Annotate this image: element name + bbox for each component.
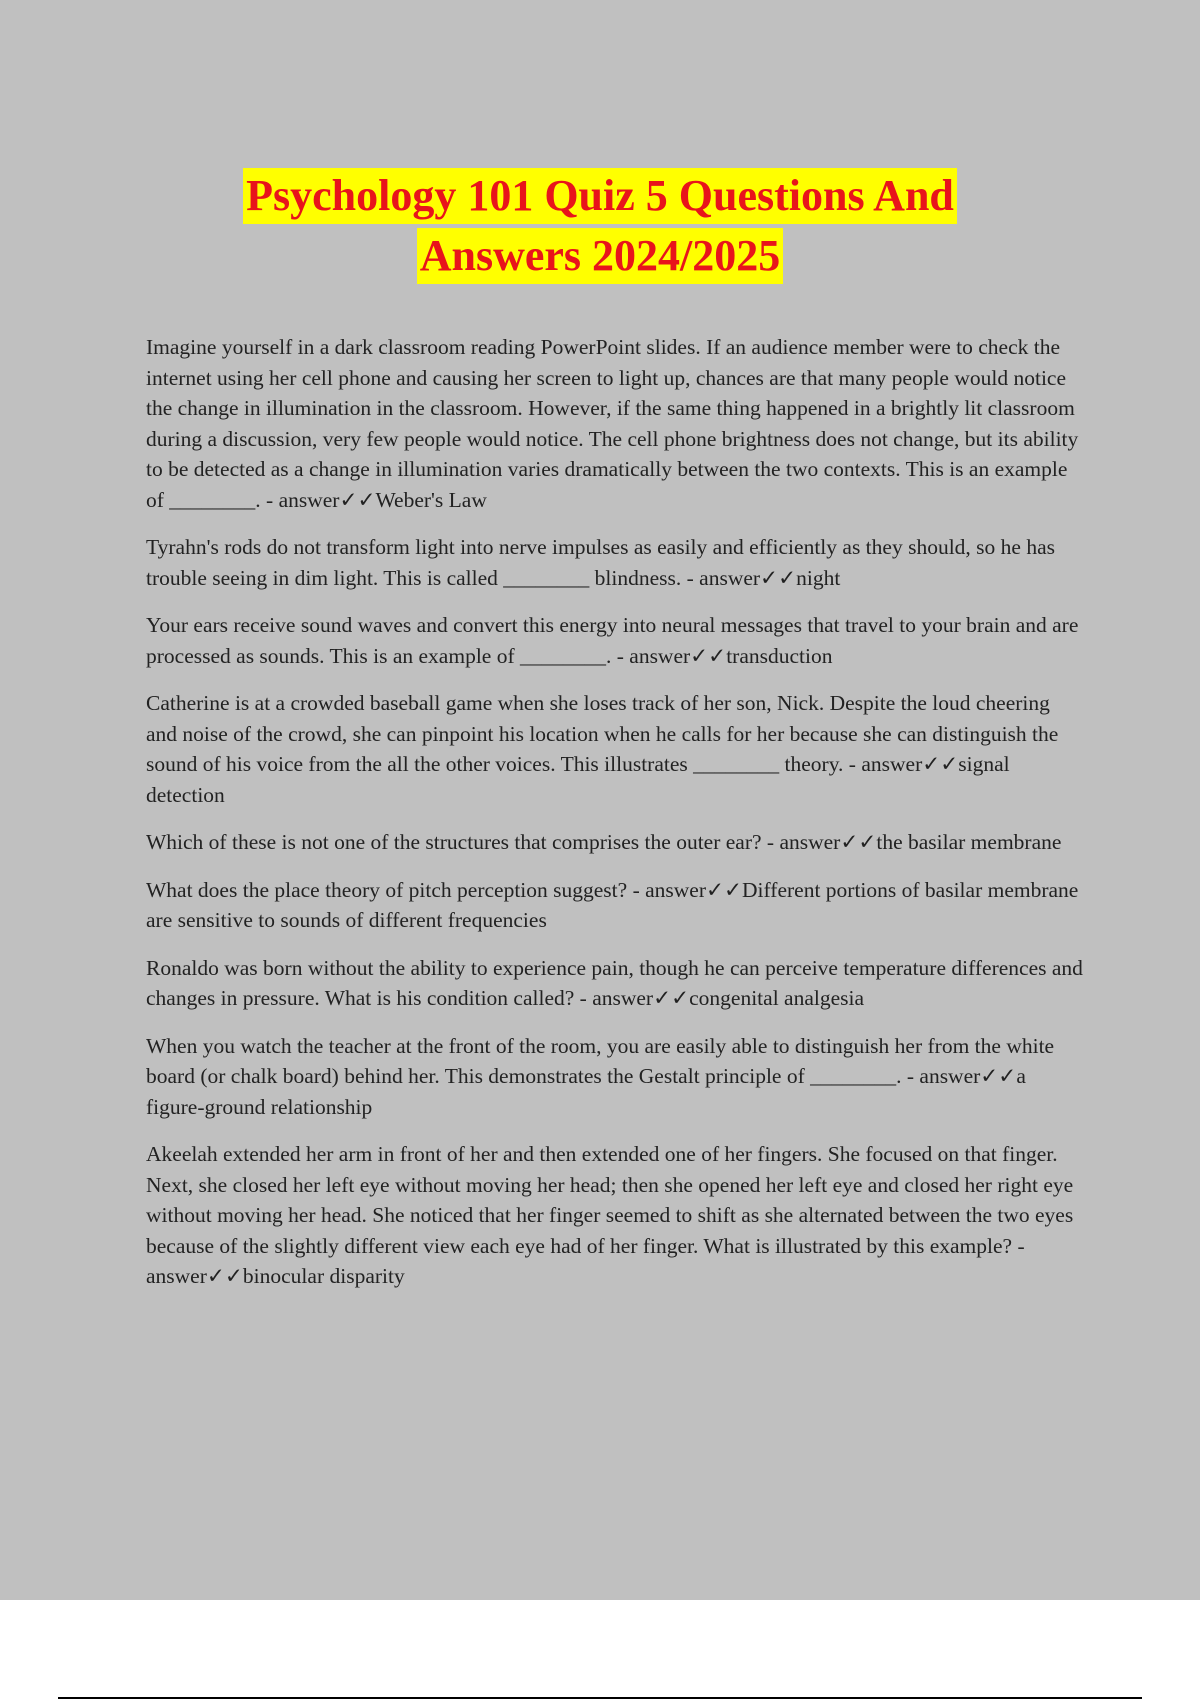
qa-item: Ronaldo was born without the ability to experience pain, though he can perceive temperature differences and changes in pressure. What is his condition called? - answer✓✓congenital analgesia <box>146 955 1083 1010</box>
qa-item: Tyrahn's rods do not transform light into nerve impulses as easily and efficiently as they should, so he has trouble seeing in dim light. This is called ________ blindness. - answer✓✓night <box>146 535 1055 590</box>
qa-item: When you watch the teacher at the front of the room, you are easily able to distinguish her from the white board (or chalk board) behind her. This demonstrates the Gestalt principle of ________. - answer✓✓a figure-ground relationship <box>146 1033 1055 1119</box>
document-title <box>0 168 1200 288</box>
title-line-2: Answers 2024/2025 <box>417 228 784 284</box>
qa-item: Akeelah extended her arm in front of her and then extended one of her fingers. She focused on that finger. Next, she closed her left eye without moving her head; then she opened her left eye and closed her right eye without moving her head. She noticed that her finger seemed to shift as she alternated between the two eyes because of the slightly different view each eye had of her finger. What is illustrated by this example? - answer✓✓binocular disparity <box>146 1142 1074 1288</box>
qa-item: Imagine yourself in a dark classroom reading PowerPoint slides. If an audience member were to check the internet using her cell phone and causing her screen to light up, chances are that many people would notice the change in illumination in the classroom. However, if the same thing happened in a brightly lit classroom during a discussion, very few people would notice. The cell phone brightness does not change, but its ability to be detected as a change in illumination varies dramatically between the two contexts. This is an example of ________. - answer✓✓Weber's Law <box>146 335 1079 512</box>
qa-item: Which of these is not one of the structures that comprises the outer ear? - answer✓✓the basilar membrane <box>146 830 1062 854</box>
question-answer-list <box>146 332 1086 1309</box>
footer-divider <box>58 1697 1142 1699</box>
title-line-1: Psychology 101 Quiz 5 Questions And <box>243 168 957 224</box>
qa-item: Catherine is at a crowded baseball game when she loses track of her son, Nick. Despite the loud cheering and noise of the crowd, she can pinpoint his location when he calls for her because she can distinguish the sound of his voice from the all the other voices. This illustrates ________ theory. - answer✓✓signal detection <box>146 691 1059 807</box>
qa-item: Your ears receive sound waves and convert this energy into neural messages that travel to your brain and are processed as sounds. This is an example of ________. - answer✓✓transduction <box>146 613 1079 668</box>
qa-item: What does the place theory of pitch perception suggest? - answer✓✓Different portions of basilar membrane are sensitive to sounds of different frequencies <box>146 877 1079 932</box>
